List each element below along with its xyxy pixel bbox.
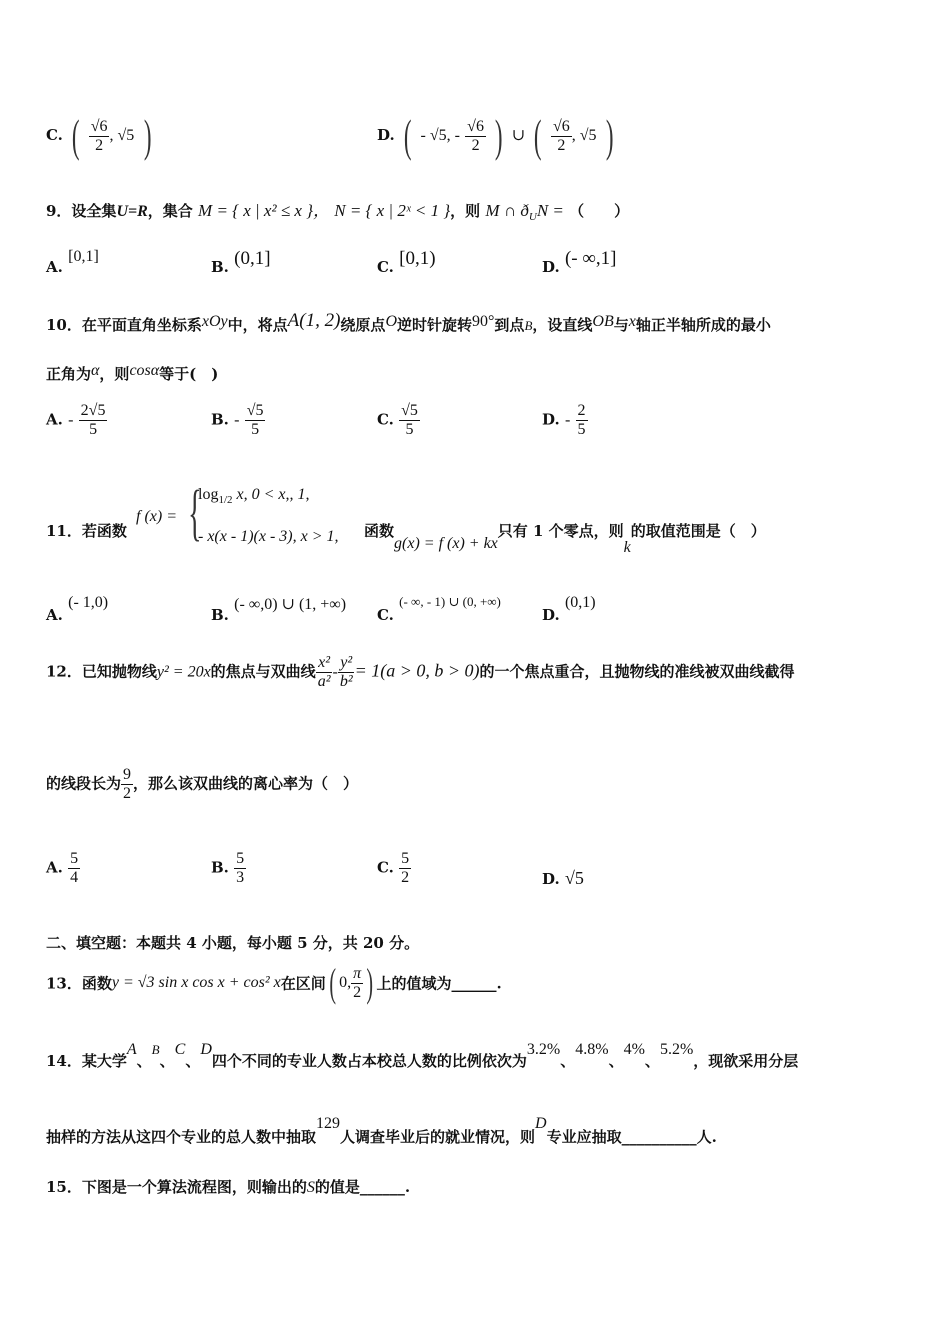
q9-option-b[interactable]: B. (0,1] (211, 248, 271, 276)
answer-paren: （ ） (569, 202, 630, 220)
q9-stem: 9．设全集U=R，集合 M = { x | x² ≤ x }， N = { x | 2ˣ < 1 }，则 M ∩ $ð_UN$ = （ ） (46, 201, 630, 223)
left-paren: ( (403, 110, 412, 161)
q10-option-d[interactable]: D. - $\frac{2}{5}$ (542, 402, 586, 438)
q10-stem-line2: 正角为α，则cosα等于( ) (46, 362, 219, 383)
q11-option-c[interactable]: C. (- ∞, - 1) ∪ (0, +∞) (377, 594, 501, 624)
union-symbol: ∪ (511, 127, 526, 144)
option-label: C. (46, 126, 63, 144)
q12-stem-line1: 12．已知抛物线y² = 20x的焦点与双曲线 $\frac{\text{x²}}{\text{a²}}$ - $\frac{\text{y²}}{\text{b²}}$ = 1(a > 0, b > 0)的一个焦点重合，且抛物线的准线被双曲线截得 (46, 654, 795, 690)
q10-option-a[interactable]: A. - $\frac{2√5}{5}$ (46, 402, 106, 438)
q11-stem: 11．若函数 (46, 522, 127, 540)
q14-stem-line2: 抽样的方法从这四个专业的总人数中抽取129人调查毕业后的就业情况，则D专业应抽取__________人. (46, 1115, 717, 1146)
q10-stem-line1: 10．在平面直角坐标系xOy中，将点A(1, 2)绕原点O逆时针旋转90°到点B，设直线OB与x轴正半轴所成的最小 (46, 310, 771, 334)
set-m: M = { x | x² ≤ x } (198, 201, 313, 220)
q9-option-d[interactable]: D. (- ∞,1] (542, 248, 617, 276)
expr-tail: , √5 (571, 127, 597, 144)
q8-option-c[interactable] (46, 106, 155, 159)
q12-option-b[interactable]: B. $\frac{5}{3}$ (211, 850, 245, 886)
q11-option-d[interactable]: D. (0,1) (542, 594, 596, 624)
q14-stem-line1: 14．某大学A、B、C、D四个不同的专业人数占本校总人数的比例依次为3.2%、4.8%、4%、5.2%，现欲采用分层 (46, 1041, 799, 1070)
q12-option-c[interactable]: C. $\frac{5}{2}$ (377, 850, 410, 886)
set-expr: M ∩ ð (485, 201, 529, 220)
fraction: $\frac{√6}{2}$ (467, 117, 484, 154)
q11-piecewise: f (x) = { $\log_{1/2} x$, 0 < x,, 1, - x(x - 1)(x - 3), x > 1, (136, 479, 339, 547)
left-paren: ( (71, 110, 80, 161)
q11-option-b[interactable]: B. (- ∞,0) ∪ (1, +∞) (211, 596, 347, 624)
brace: { (188, 479, 202, 547)
right-paren: ) (495, 110, 503, 161)
q11-stem-tail: 函数g(x) = f (x) + kx只有 1 个零点，则k的取值范围是（ ） (364, 522, 766, 556)
q12-option-d[interactable]: D. √5 (542, 868, 584, 888)
fraction: $\frac{√6}{2}$ (552, 117, 570, 154)
q12-option-a[interactable]: A. $\frac{5}{4}$ (46, 850, 79, 886)
expr-a: - √5, - (420, 127, 460, 144)
q12-stem-line2: 的线段长为 $\frac{9}{2}$ ，那么该双曲线的离心率为（ ） (46, 766, 359, 802)
left-paren: ( (534, 110, 542, 161)
q9-option-a[interactable]: A. [0,1] (46, 248, 99, 276)
right-paren: ) (605, 110, 614, 161)
q11-option-a[interactable]: A. (- 1,0) (46, 594, 109, 624)
q15-stem: 15．下图是一个算法流程图，则输出的S的值是______. (46, 1178, 411, 1196)
set-n: ， N = { x | 2ˣ < 1 } (313, 201, 451, 220)
fraction: $\frac{√6}{2}$ (90, 117, 108, 154)
section-heading: 二、填空题：本题共 4 小题，每小题 5 分，共 20 分。 (46, 934, 420, 952)
q10-option-b[interactable]: B. - $\frac{√5}{5}$ (211, 402, 264, 438)
q13-stem: 13．函数y = √3 sin x cos x + cos² x在区间( 0, $\frac{\pi}{2}$ ) 上的值域为______. (46, 960, 502, 1005)
q8-option-d[interactable] (377, 106, 617, 159)
q9-option-c[interactable]: C. [0,1) (377, 248, 436, 276)
expr-tail: , √5 (109, 127, 135, 144)
q10-option-c[interactable]: C. $\frac{√5}{5}$ (377, 402, 418, 438)
option-label: D. (377, 126, 395, 144)
right-paren: ) (143, 110, 151, 161)
